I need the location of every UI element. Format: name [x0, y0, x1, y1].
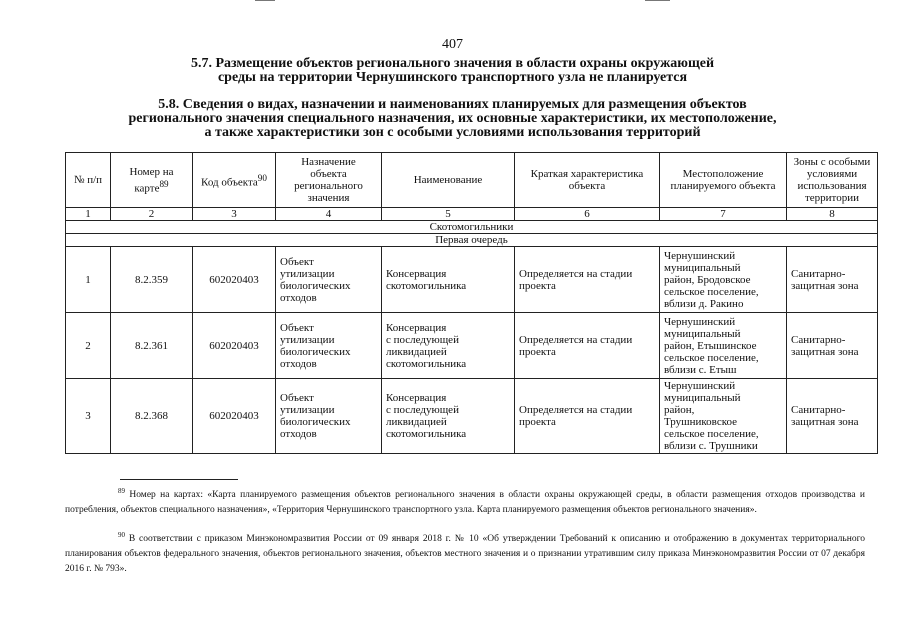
cell-line: Консервация [386, 392, 447, 404]
cell-num: 1 [66, 247, 111, 313]
column-number: 3 [193, 208, 276, 221]
heading-line: среды на территории Чернушинского транспортного узла не планируется [217, 70, 688, 85]
section-5-7-heading [90, 57, 815, 85]
cell-location [660, 379, 787, 454]
cell-line: Чернушинский [664, 380, 736, 392]
cell-zones [787, 379, 878, 454]
cell-line: проекта [519, 416, 556, 428]
column-number: 4 [276, 208, 382, 221]
header-line: Назначение [301, 156, 356, 168]
cell-line: Санитарно- [791, 404, 846, 416]
cell-line: Определяется на стадии [519, 333, 633, 346]
header-purpose [276, 153, 382, 208]
cell-line: район, [664, 404, 695, 416]
cell-line: утилизации [280, 267, 335, 280]
header-line: регионального [294, 180, 363, 192]
cell-line: защитная зона [791, 345, 859, 358]
cell-line: Трушниковское [664, 416, 737, 428]
cell-line: скотомогильника [386, 279, 467, 292]
cell-zones [787, 247, 878, 313]
heading-line: а также характеристики зон с особыми условиями использования территорий [204, 125, 701, 140]
cell-location [660, 247, 787, 313]
cell-line: с последующей [386, 333, 459, 346]
cell-line: вблизи с. Трушники [664, 440, 758, 452]
cell-line: отходов [280, 357, 317, 370]
cell-line: Объект [280, 255, 314, 268]
table-row [66, 379, 878, 454]
cell-line: муниципальный [664, 392, 741, 404]
footnote-marker: 89 [118, 487, 125, 495]
header-line: Зоны с особыми [793, 156, 871, 168]
cell-name [382, 379, 515, 454]
cell-name [382, 313, 515, 379]
column-number: 5 [382, 208, 515, 221]
header-location [660, 153, 787, 208]
cell-line: сельское поселение, [664, 285, 759, 298]
cell-line: Определяется на стадии [519, 267, 633, 280]
cell-map-number: 8.2.361 [111, 313, 193, 379]
cell-object-code: 602020403 [193, 313, 276, 379]
footnote-text: Номер на картах: «Карта планируемого размещения объектов регионального значения в области охраны окружающей среды, в области размещения отходов производства и потребления, объектов специального назначения», «Территория Чернушинского транспортного узла. Карта планируемого размещения объектов регионального значения». [65, 490, 865, 515]
header-num: № п/п [66, 153, 111, 208]
cell-line: утилизации [280, 333, 335, 346]
cell-line: Объект [280, 392, 314, 404]
cell-line: утилизации [280, 404, 335, 416]
cell-line: ликвидацией [386, 345, 447, 358]
cell-line: район, Етышинское [664, 339, 757, 352]
scan-edge-mark-left [255, 0, 275, 1]
cell-object-code: 602020403 [193, 379, 276, 454]
cell-line: защитная зона [791, 279, 859, 292]
cell-line: муниципальный [664, 261, 741, 274]
header-map-number-label: Номер на карте [129, 165, 174, 195]
special-objects-table [65, 152, 878, 454]
cell-object-code: 602020403 [193, 247, 276, 313]
header-line: условиями [806, 168, 858, 180]
footnote-ref-89: 89 [159, 178, 169, 189]
cell-line: защитная зона [791, 416, 859, 428]
cell-line: сельское поселение, [664, 428, 759, 440]
cell-line: Консервация [386, 267, 447, 280]
cell-line: вблизи д. Ракино [664, 297, 744, 310]
footnote-90 [65, 532, 865, 577]
cell-num: 2 [66, 313, 111, 379]
cell-line: муниципальный [664, 327, 741, 340]
cell-line: отходов [280, 428, 317, 440]
cell-line: Определяется на стадии [519, 404, 633, 416]
header-map-number [111, 153, 193, 208]
table-header-row [66, 153, 878, 208]
cell-line: Чернушинский [664, 249, 736, 262]
cell-purpose [276, 247, 382, 313]
footnote-89 [65, 488, 865, 518]
footnote-marker: 90 [118, 531, 125, 539]
header-line: Краткая характеристика [530, 168, 644, 180]
header-object-code [193, 153, 276, 208]
header-line: объекта [568, 180, 606, 192]
header-line: объекта [310, 168, 347, 180]
cell-line: скотомогильника [386, 357, 467, 370]
header-name: Наименование [382, 153, 515, 208]
footnote-text: В соответствии с приказом Минэкономразвития России от 09 января 2018 г. № 10 «Об утверждении Требований к описанию и отображению в документах территориального планирования объектов федерального значения, объектов регионального значения, объектов местного значения и о признании утратившим силу приказа Минэкономразвития России от 07 декабря 2016 г. № 793». [65, 534, 865, 574]
footnote-separator [120, 479, 238, 480]
cell-line: проекта [519, 345, 556, 358]
cell-line: Чернушинский [664, 315, 736, 328]
section-title: Скотомогильники [66, 221, 878, 234]
cell-line: с последующей [386, 404, 459, 416]
cell-purpose [276, 313, 382, 379]
cell-line: биологических [280, 279, 351, 292]
cell-brief [515, 247, 660, 313]
header-object-code-label: Код объекта [201, 176, 258, 189]
subsection-row [66, 234, 878, 247]
cell-map-number: 8.2.368 [111, 379, 193, 454]
column-number: 2 [111, 208, 193, 221]
cell-line: сельское поселение, [664, 351, 759, 364]
header-line: Местоположение [682, 168, 764, 180]
cell-line: проекта [519, 279, 556, 292]
cell-line: Объект [280, 321, 314, 334]
column-number: 6 [515, 208, 660, 221]
header-line: значения [307, 192, 350, 204]
heading-line: 5.7. Размещение объектов регионального значения в области охраны окружающей [190, 56, 715, 71]
cell-purpose [276, 379, 382, 454]
cell-line: ликвидацией [386, 416, 447, 428]
cell-zones [787, 313, 878, 379]
cell-line: скотомогильника [386, 428, 467, 440]
cell-line: биологических [280, 416, 351, 428]
page-number: 407 [442, 37, 463, 52]
subsection-title: Первая очередь [66, 234, 878, 247]
heading-line: 5.8. Сведения о видах, назначении и наименованиях планируемых для размещения объектов [158, 97, 747, 112]
cell-line: биологических [280, 345, 351, 358]
cell-line: Санитарно- [791, 333, 846, 346]
cell-location [660, 313, 787, 379]
column-number: 8 [787, 208, 878, 221]
cell-line: Санитарно- [791, 267, 846, 280]
section-5-8-heading [90, 98, 815, 140]
table-row [66, 313, 878, 379]
column-number: 7 [660, 208, 787, 221]
cell-brief [515, 379, 660, 454]
footnote-ref-90: 90 [257, 172, 267, 183]
cell-line: вблизи с. Етыш [664, 363, 737, 376]
table-row [66, 247, 878, 313]
header-zones [787, 153, 878, 208]
cell-name [382, 247, 515, 313]
scan-edge-mark-right [645, 0, 670, 1]
cell-map-number: 8.2.359 [111, 247, 193, 313]
header-brief [515, 153, 660, 208]
heading-line: регионального значения специального назначения, их основные характеристики, их местоположение, [128, 111, 777, 126]
column-number-row [66, 208, 878, 221]
header-line: территории [804, 192, 859, 204]
cell-line: отходов [280, 291, 317, 304]
column-number: 1 [66, 208, 111, 221]
header-line: планируемого объекта [670, 180, 776, 192]
section-row [66, 221, 878, 234]
cell-line: район, Бродовское [664, 273, 751, 286]
header-line: использования [797, 180, 867, 192]
cell-num: 3 [66, 379, 111, 454]
cell-line: Консервация [386, 321, 447, 334]
cell-brief [515, 313, 660, 379]
